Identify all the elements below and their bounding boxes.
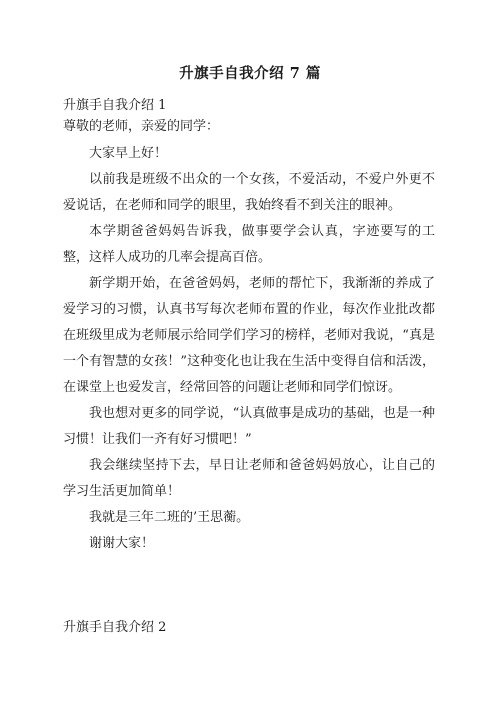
- paragraph-3: 本学期爸爸妈妈告诉我，做事要学会认真，字迹要写的工整，这样人成功的几率会提高百倍。: [63, 224, 435, 265]
- salutation: 尊敬的老师，亲爱的同学：: [63, 119, 220, 134]
- document-title: 升旗手自我介绍 7 篇: [179, 65, 321, 82]
- paragraph-8: 谢谢大家！: [89, 536, 155, 551]
- paragraph-6: 我会继续坚持下去，早日让老师和爸爸妈妈放心，让自己的学习生活更加简单！: [63, 458, 435, 499]
- section-heading-2: 升旗手自我介绍 2: [63, 620, 167, 635]
- section-heading-1: 升旗手自我介绍 1: [63, 98, 167, 113]
- paragraph-2: 以前我是班级不出众的一个女孩，不爱活动，不爱户外更不爱说话，在老师和同学的眼里，我始终看不到关注的眼神。: [63, 172, 435, 213]
- paragraph-4: 新学期开始，在爸爸妈妈，老师的帮忙下，我渐渐的养成了爱学习的习惯，认真书写每次老师布置的作业，每次作业批改都在班级里成为老师展示给同学们学习的榜样，老师对我说，“真是一个有智慧的女孩！”这种变化也让我在生活中变得自信和活泼，在课堂上也爱发言，经常回答的问题让老师和同学们惊讶。: [63, 276, 435, 395]
- paragraph-7: 我就是三年二班的’王思蘅。: [89, 510, 250, 525]
- paragraph-5: 我也想对更多的同学说，“认真做事是成功的基础，也是一种习惯！让我们一齐有好习惯吧！”: [63, 406, 435, 447]
- paragraph-1: 大家早上好！: [89, 146, 168, 161]
